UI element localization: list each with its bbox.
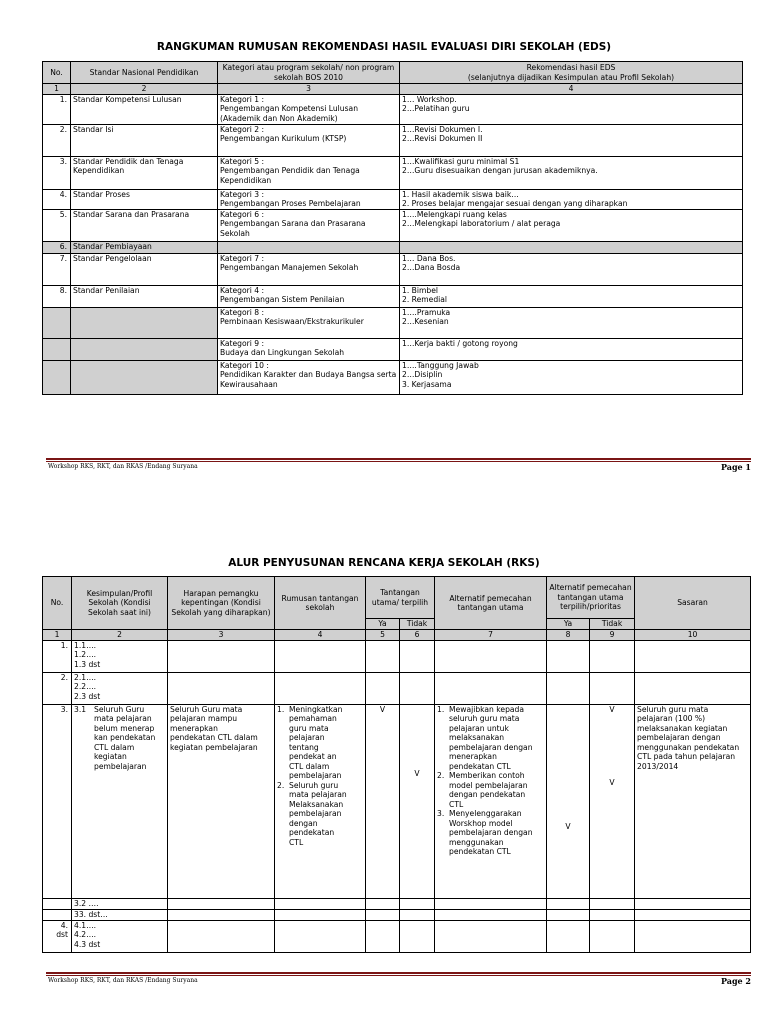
table-row: [43, 899, 751, 910]
header-alternatif: Alternatif pemecahan tantangan utama: [435, 577, 547, 630]
row-number: 6.: [43, 242, 71, 254]
column-number: 7: [435, 630, 547, 641]
row-number: 1.: [43, 95, 71, 125]
rekomendasi-cell: 1…Kerja bakti / gotong royong: [400, 339, 743, 361]
table-row: [43, 125, 743, 157]
standar-cell: Standar Pengelolaan: [71, 254, 218, 286]
kategori-cell: Kategori 10 : Pendidikan Karakter dan Budaya Bangsa serta Kewirausahaan: [218, 361, 400, 395]
header-alt-terpilih: Alternatif pemecahan tantangan utama terpilih/prioritas: [547, 577, 635, 619]
harapan-cell: Seluruh Guru mata pelajaran mampu menerapkan pendekatan CTL dalam kegiatan pembelajaran: [168, 705, 275, 899]
rekomendasi-cell: [400, 242, 743, 254]
kesimpulan-cell: 4.1…. 4.2…. 4.3 dst: [72, 921, 168, 953]
kategori-cell: Kategori 3 : Pengembangan Proses Pembelajaran: [218, 190, 400, 210]
column-number: 8: [547, 630, 590, 641]
row-number: [43, 339, 71, 361]
column-number: 2: [71, 84, 218, 95]
header-rumusan: Rumusan tantangan sekolah: [275, 577, 366, 630]
standar-cell: [71, 361, 218, 395]
table-row: [43, 308, 743, 339]
standar-cell: Standar Kompetensi Lulusan: [71, 95, 218, 125]
column-number: 3: [218, 84, 400, 95]
table-row: [43, 641, 751, 673]
kesimpulan-cell: 2.1…. 2.2…. 2.3 dst: [72, 673, 168, 705]
table-row: [43, 210, 743, 242]
row-number: 2.: [43, 125, 71, 157]
column-number: 2: [72, 630, 168, 641]
table-row: [43, 673, 751, 705]
row-number: 3.: [43, 157, 71, 190]
table-row: [43, 705, 751, 899]
row-number: [43, 361, 71, 395]
column-number: 4: [275, 630, 366, 641]
header-kesimpulan: Kesimpulan/Profil Sekolah (Kondisi Sekolah saat ini): [72, 577, 168, 630]
rekomendasi-cell: 1….Melengkapi ruang kelas 2…Melengkapi laboratorium / alat peraga: [400, 210, 743, 242]
header-ya: Ya: [366, 619, 400, 630]
rekomendasi-cell: 1….Tanggung Jawab 2…Disiplin 3. Kerjasama: [400, 361, 743, 395]
table-row: [43, 910, 751, 921]
standar-cell: Standar Pembiayaan: [71, 242, 218, 254]
alternatif-cell: 1. Mewajibkan kepada seluruh guru mata pelajaran untuk melaksanakan pembelajaran dengan menerapkan pendekatan CTL 2. Memberikan contoh model pembelajaran dengan pendekatan CTL 3. Menyelenggarakan Worskhop model pembelajaran dengan menggunakan pendekatan CTL: [435, 705, 547, 899]
tantangan-tidak-cell: V: [400, 705, 435, 899]
table-row: [43, 242, 743, 254]
table-row: [43, 361, 743, 395]
column-number: 10: [635, 630, 751, 641]
rekomendasi-cell: 1. Hasil akademik siswa baik… 2. Proses belajar mengajar sesuai dengan yang diharapkan: [400, 190, 743, 210]
column-number: 1: [43, 84, 71, 95]
kesimpulan-cell: 33. dst…: [72, 910, 168, 921]
kategori-cell: Kategori 7 : Pengembangan Manajemen Sekolah: [218, 254, 400, 286]
table-row: [43, 190, 743, 210]
column-number: 5: [366, 630, 400, 641]
header-tantangan: Tantangan utama/ terpilih: [366, 577, 435, 619]
column-number: 3: [168, 630, 275, 641]
page-number: Page 2: [720, 976, 751, 986]
row-number: 3.: [43, 705, 72, 899]
table-row: [43, 95, 743, 125]
rekomendasi-cell: 1… Workshop. 2…Pelatihan guru: [400, 95, 743, 125]
header-tidak: Tidak: [590, 619, 635, 630]
kategori-cell: Kategori 8 : Pembinaan Kesiswaan/Ekstrakurikuler: [218, 308, 400, 339]
footer: [46, 972, 751, 986]
column-number: 4: [400, 84, 743, 95]
tantangan-ya-cell: V: [366, 705, 400, 899]
kategori-cell: Kategori 1 : Pengembangan Kompetensi Lulusan (Akademik dan Non Akademik): [218, 95, 400, 125]
eds-table: [42, 61, 743, 395]
footer-credit: Workshop RKS, RKT, dan RKAS /Endang Suryana: [48, 977, 198, 984]
header-harapan: Harapan pemangku kepentingan (Kondisi Sekolah yang diharapkan): [168, 577, 275, 630]
kesimpulan-cell: 3.1 Seluruh Guru mata pelajaran belum menerap kan pendekatan CTL dalam kegiatan pembelajaran: [72, 705, 168, 899]
kategori-cell: [218, 242, 400, 254]
kesimpulan-cell: 3.2 ….: [72, 899, 168, 910]
header-rekomendasi: Rekomendasi hasil EDS (selanjutnya dijadikan Kesimpulan atau Profil Sekolah): [400, 62, 743, 84]
rekomendasi-cell: 1…Revisi Dokumen I. 2…Revisi Dokumen II: [400, 125, 743, 157]
table-row: [43, 157, 743, 190]
rekomendasi-cell: 1. Bimbel 2. Remedial: [400, 286, 743, 308]
row-number: 7.: [43, 254, 71, 286]
alt-ya-cell: V: [547, 705, 590, 899]
standar-cell: [71, 339, 218, 361]
page-title: RANGKUMAN RUMUSAN REKOMENDASI HASIL EVALUASI DIRI SEKOLAH (EDS): [156, 41, 612, 53]
column-number: 1: [43, 630, 72, 641]
row-number: [43, 308, 71, 339]
table-row: [43, 339, 743, 361]
alt-tidak-cell: V V: [590, 705, 635, 899]
header-no: No.: [43, 62, 71, 84]
header-kategori: Kategori atau program sekolah/ non program sekolah BOS 2010: [218, 62, 400, 84]
row-number: 2.: [43, 673, 72, 705]
page-title: ALUR PENYUSUNAN RENCANA KERJA SEKOLAH (RKS): [228, 557, 540, 569]
kategori-cell: Kategori 9 : Budaya dan Lingkungan Sekolah: [218, 339, 400, 361]
kategori-cell: Kategori 6 : Pengembangan Sarana dan Prasarana Sekolah: [218, 210, 400, 242]
kategori-cell: Kategori 2 : Pengembangan Kurikulum (KTSP): [218, 125, 400, 157]
page-number: Page 1: [720, 462, 751, 472]
footer-credit: Workshop RKS, RKT, dan RKAS /Endang Suryana: [48, 463, 198, 470]
column-number: 6: [400, 630, 435, 641]
column-number: 9: [590, 630, 635, 641]
standar-cell: [71, 308, 218, 339]
header-ya: Ya: [547, 619, 590, 630]
standar-cell: Standar Penilaian: [71, 286, 218, 308]
row-number: 8.: [43, 286, 71, 308]
row-number: 4.: [43, 190, 71, 210]
footer: [46, 458, 751, 472]
standar-cell: Standar Proses: [71, 190, 218, 210]
rks-table: [42, 576, 751, 953]
rekomendasi-cell: 1….Pramuka 2…Kesenian: [400, 308, 743, 339]
header-no: No.: [43, 577, 72, 630]
row-number: 1.: [43, 641, 72, 673]
standar-cell: Standar Sarana dan Prasarana: [71, 210, 218, 242]
standar-cell: Standar Isi: [71, 125, 218, 157]
kesimpulan-cell: 1.1…. 1.2…. 1.3 dst: [72, 641, 168, 673]
table-row: [43, 254, 743, 286]
rumusan-cell: 1. Meningkatkan pemahaman guru mata pelajaran tentang pendekat an CTL dalam pembelajaran 2. Seluruh guru mata pelajaran Melaksanakan pembelajaran dengan pendekatan CTL: [275, 705, 366, 899]
sasaran-cell: Seluruh guru mata pelajaran (100 %) melaksanakan kegiatan pembelajaran dengan menggunakan pendekatan CTL pada tahun pelajaran 2013/2014: [635, 705, 751, 899]
row-number: 4. dst: [43, 921, 72, 953]
header-sasaran: Sasaran: [635, 577, 751, 630]
standar-cell: Standar Pendidik dan Tenaga Kependidikan: [71, 157, 218, 190]
table-row: [43, 921, 751, 953]
rekomendasi-cell: 1… Dana Bos. 2…Dana Bosda: [400, 254, 743, 286]
kategori-cell: Kategori 5 : Pengembangan Pendidik dan Tenaga Kependidikan: [218, 157, 400, 190]
table-row: [43, 286, 743, 308]
kategori-cell: Kategori 4 : Pengembangan Sistem Penilaian: [218, 286, 400, 308]
header-standar: Standar Nasional Pendidikan: [71, 62, 218, 84]
header-tidak: Tidak: [400, 619, 435, 630]
row-number: 5.: [43, 210, 71, 242]
rekomendasi-cell: 1…Kwalifikasi guru minimal S1 2…Guru disesuaikan dengan jurusan akademiknya.: [400, 157, 743, 190]
